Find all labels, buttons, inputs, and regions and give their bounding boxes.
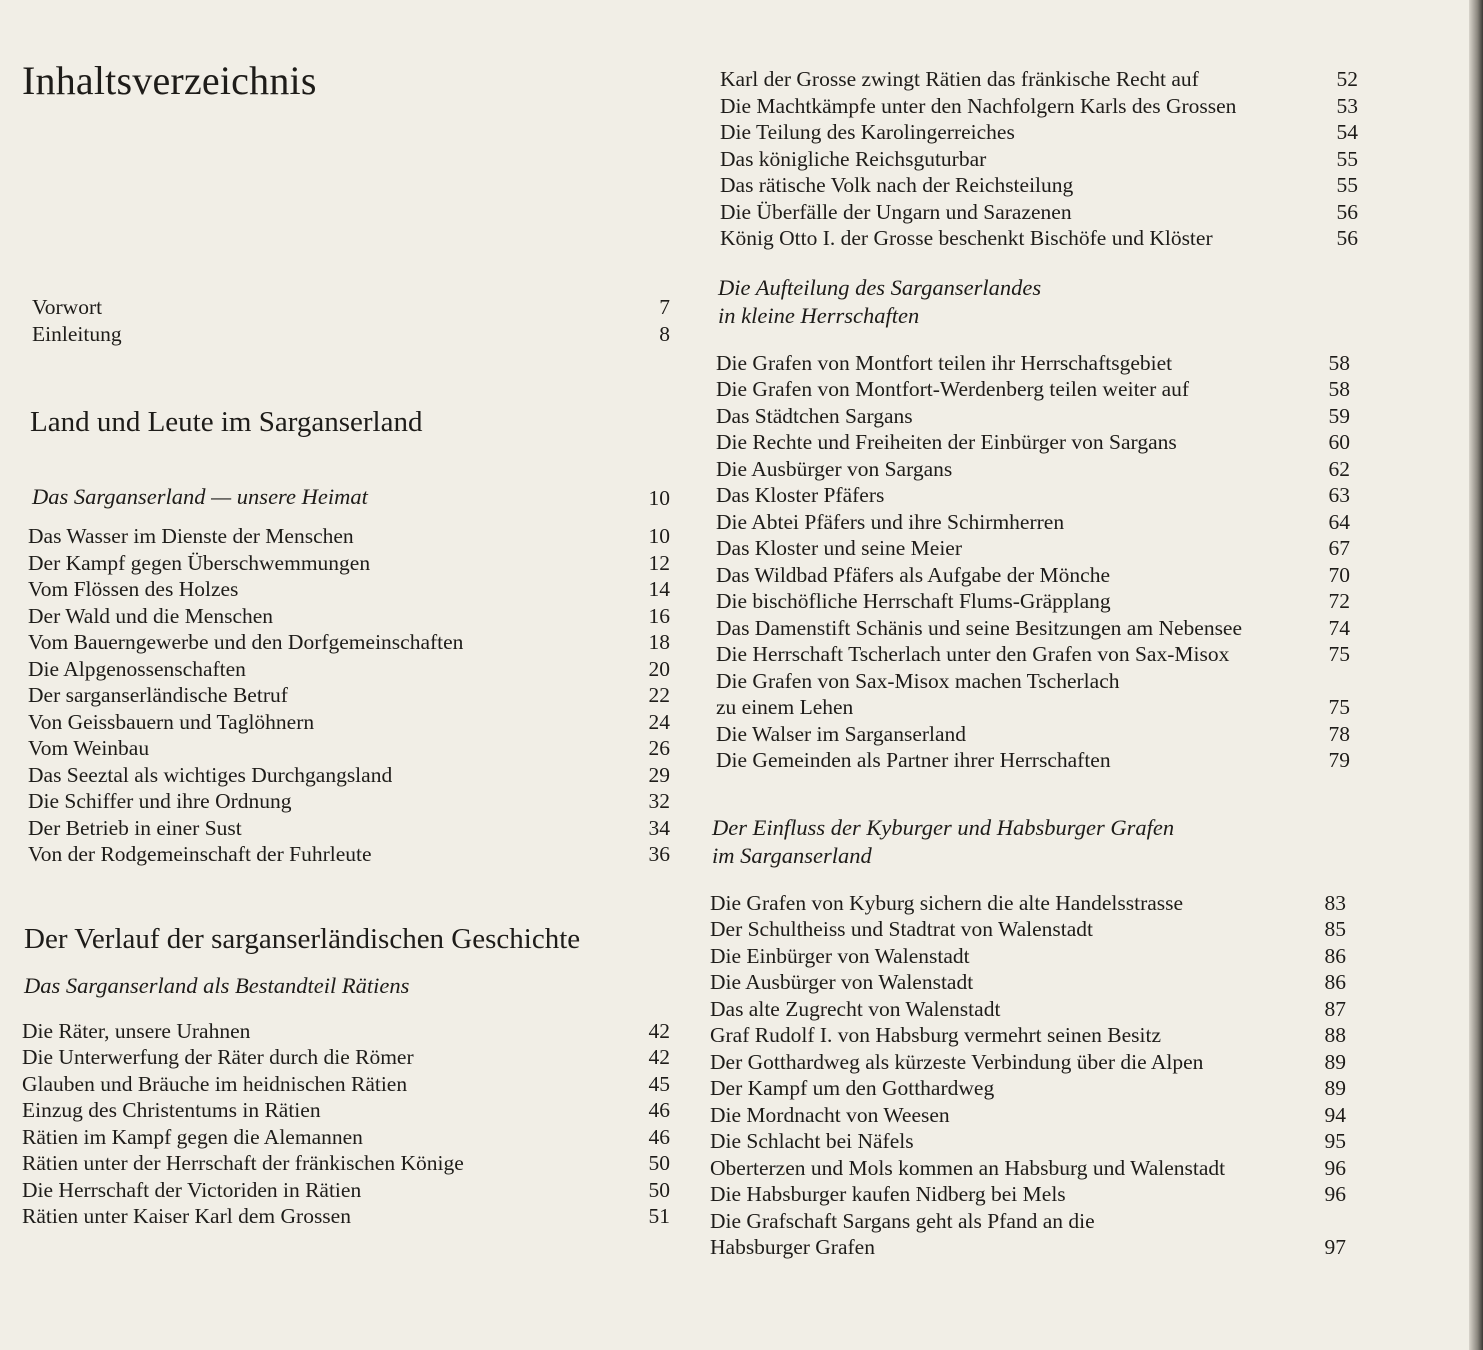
toc-entry <box>716 509 1350 536</box>
toc-entry <box>28 788 670 815</box>
toc-entry <box>710 916 1346 943</box>
toc-entry-page: 16 <box>648 603 670 628</box>
toc-entry <box>22 1150 670 1177</box>
toc-entry <box>28 603 670 630</box>
toc-entry <box>716 482 1350 509</box>
toc-entry-title: Die Habsburger kaufen Nidberg bei Mels <box>710 1182 1066 1206</box>
part2-entries <box>22 1018 670 1230</box>
toc-entry <box>716 350 1350 377</box>
toc-entry-title: Die Gemeinden als Partner ihrer Herrschaften <box>716 748 1111 772</box>
toc-entry-title: Das königliche Reichsguturbar <box>720 146 987 171</box>
toc-entry-title: Die Alpgenossenschaften <box>28 656 246 681</box>
toc-entry <box>28 682 670 709</box>
toc-entry <box>22 1203 670 1230</box>
toc-entry-title: Die Überfälle der Ungarn und Sarazenen <box>720 199 1072 224</box>
toc-entry-page: 58 <box>1328 377 1350 401</box>
toc-entry-title: Einzug des Christentums in Rätien <box>22 1098 321 1122</box>
toc-entry <box>22 1071 670 1098</box>
toc-entry <box>710 1181 1346 1208</box>
toc-entry-page: 14 <box>648 577 670 601</box>
toc-entry <box>28 629 670 656</box>
toc-entry-title: Das Seeztal als wichtiges Durchgangsland <box>28 762 393 787</box>
toc-entry-title: Die Walser im Sarganserland <box>716 721 967 746</box>
toc-entry-title: Oberterzen und Mols kommen an Habsburg und Walenstadt <box>710 1155 1226 1180</box>
toc-entry-title: Das Damenstift Schänis und seine Besitzungen am Nebensee <box>716 615 1243 640</box>
part1-entries <box>22 523 670 868</box>
toc-entry <box>710 1128 1346 1155</box>
toc-entry-title: Der sarganserländische Betruf <box>28 683 288 707</box>
toc-entry-page: 88 <box>1324 1023 1346 1047</box>
toc-entry <box>32 294 670 321</box>
toc-entry-page: 34 <box>648 815 670 840</box>
toc-entry-page: 29 <box>648 762 670 787</box>
toc-entry-page: 94 <box>1324 1102 1346 1127</box>
toc-entry <box>716 562 1350 589</box>
toc-entry-title: Die Grafen von Montfort-Werdenberg teilen weiter auf <box>716 377 1190 401</box>
toc-entry-page: 24 <box>648 709 670 734</box>
toc-entry-title: Die Schlacht bei Näfels <box>710 1129 914 1153</box>
toc-entry-title: Die Grafschaft Sargans geht als Pfand an die <box>710 1208 1095 1233</box>
part1-subtitle: Das Sarganserland — unsere Heimat <box>32 484 368 509</box>
toc-entry-title: Das Wildbad Pfäfers als Aufgabe der Mönche <box>716 562 1110 587</box>
toc-entry-title: Die Ausbürger von Walenstadt <box>710 970 974 994</box>
toc-entry <box>716 456 1350 483</box>
toc-entry <box>716 535 1350 562</box>
toc-entry <box>710 996 1346 1023</box>
toc-entry-page: 75 <box>1328 642 1350 666</box>
toc-entry <box>716 615 1350 642</box>
toc-entry <box>28 550 670 577</box>
toc-entry-page: 42 <box>648 1018 670 1043</box>
toc-entry-page: 50 <box>648 1151 670 1175</box>
section2-subtitle-line1: Die Aufteilung des Sarganserlandes <box>718 274 1042 300</box>
toc-entry-page: 10 <box>648 524 670 548</box>
toc-entry-title: Die Machtkämpfe unter den Nachfolgern Karls des Grossen <box>720 93 1237 118</box>
toc-entry <box>710 969 1346 996</box>
toc-entry-title: Die Herrschaft der Victoriden in Rätien <box>22 1177 362 1202</box>
toc-entry-title: Die Abtei Pfäfers und ihre Schirmherren <box>716 509 1065 534</box>
toc-entry-page: 53 <box>1336 93 1358 118</box>
toc-entry-page: 63 <box>1328 483 1350 507</box>
toc-entry <box>716 668 1350 695</box>
toc-entry-page: 12 <box>648 550 670 575</box>
toc-entry <box>32 321 670 348</box>
toc-entry-title: Vom Flössen des Holzes <box>28 577 239 601</box>
toc-entry-title: Vom Weinbau <box>28 736 150 760</box>
toc-entry-page: 83 <box>1324 890 1346 915</box>
part1-subtitle-page: 10 <box>648 486 670 510</box>
toc-entry-title: Die Ausbürger von Sargans <box>716 456 953 481</box>
toc-entry <box>710 1022 1346 1049</box>
toc-entry-title: Die Rechte und Freiheiten der Einbürger von Sargans <box>716 430 1177 454</box>
toc-entry-page: 55 <box>1336 146 1358 171</box>
toc-entry-title: Der Kampf um den Gotthardweg <box>710 1076 995 1100</box>
toc-entry <box>710 943 1346 970</box>
toc-entry <box>720 225 1358 252</box>
toc-entry-title: Der Gotthardweg als kürzeste Verbindung über die Alpen <box>710 1049 1204 1074</box>
toc-entry <box>720 146 1358 173</box>
toc-entry <box>720 119 1358 146</box>
right-entries-3 <box>706 890 1358 1261</box>
part2-title: Der Verlauf der sarganserländischen Geschichte <box>24 922 581 955</box>
toc-entry-title: Das Kloster Pfäfers <box>716 483 885 507</box>
toc-entry <box>28 656 670 683</box>
toc-entry-page: 62 <box>1328 456 1350 481</box>
section2-subtitle <box>706 274 1358 330</box>
toc-entry <box>720 172 1358 199</box>
toc-entry-page: 42 <box>648 1045 670 1069</box>
toc-entry <box>22 1044 670 1071</box>
right-entries-1 <box>706 66 1358 252</box>
toc-entry-title: Der Schultheiss und Stadtrat von Walenstadt <box>710 917 1094 941</box>
toc-entry-title: Vom Bauerngewerbe und den Dorfgemeinschaften <box>28 630 464 654</box>
toc-entry-title: Rätien unter der Herrschaft der fränkischen Könige <box>22 1151 464 1175</box>
toc-entry-title: Graf Rudolf I. von Habsburg vermehrt seinen Besitz <box>710 1023 1161 1047</box>
toc-entry-page: 97 <box>1324 1235 1346 1259</box>
toc-entry-page: 70 <box>1328 562 1350 587</box>
toc-entry-page: 96 <box>1324 1155 1346 1180</box>
section2-subtitle-line2: in kleine Herrschaften <box>718 302 920 328</box>
toc-entry-title: Das Wasser im Dienste der Menschen <box>28 524 354 548</box>
toc-entry-title: Von der Rodgemeinschaft der Fuhrleute <box>28 842 372 866</box>
toc-entry-title: Rätien unter Kaiser Karl dem Grossen <box>22 1204 351 1228</box>
toc-entry <box>28 762 670 789</box>
toc-entry-page: 58 <box>1328 350 1350 375</box>
front-matter-list <box>22 294 670 347</box>
right-entries-2 <box>706 350 1358 774</box>
toc-entry-page: 45 <box>648 1071 670 1096</box>
toc-entry-page: 20 <box>648 656 670 681</box>
toc-entry-page: 72 <box>1328 589 1350 613</box>
toc-entry <box>716 588 1350 615</box>
toc-entry-page: 89 <box>1324 1049 1346 1074</box>
toc-entry-page: 86 <box>1324 970 1346 994</box>
toc-entry-page: 55 <box>1336 173 1358 197</box>
toc-entry-title: Vorwort <box>32 295 103 319</box>
toc-entry-page: 56 <box>1336 226 1358 250</box>
toc-entry-title: Rätien im Kampf gegen die Alemannen <box>22 1124 363 1149</box>
section3-subtitle-line1: Der Einfluss der Kyburger und Habsburger Grafen <box>712 814 1175 840</box>
toc-entry-page: 50 <box>648 1177 670 1202</box>
section3-subtitle-line2: im Sarganserland <box>712 842 872 868</box>
toc-entry-title: Der Wald und die Menschen <box>28 603 274 628</box>
toc-entry-title: Das Kloster und seine Meier <box>716 536 962 560</box>
toc-entry-page: 36 <box>648 842 670 866</box>
toc-entry-title: Das alte Zugrecht von Walenstadt <box>710 996 1001 1021</box>
part2-subtitle-row <box>22 972 670 1000</box>
toc-entry <box>28 576 670 603</box>
toc-entry <box>716 429 1350 456</box>
toc-entry-page: 67 <box>1328 536 1350 560</box>
toc-entry-page: 56 <box>1336 199 1358 224</box>
toc-entry <box>720 66 1358 93</box>
toc-entry <box>710 890 1346 917</box>
toc-entry <box>28 709 670 736</box>
part2-subtitle: Das Sarganserland als Bestandteil Rätiens <box>24 972 410 998</box>
toc-entry <box>28 735 670 762</box>
toc-entry <box>716 747 1350 774</box>
toc-entry <box>710 1208 1346 1235</box>
toc-entry <box>22 1018 670 1045</box>
toc-entry-page: 96 <box>1324 1182 1346 1206</box>
page-edge <box>1469 0 1483 1350</box>
toc-entry-title: Die Teilung des Karolingerreiches <box>720 120 1015 144</box>
toc-entry-page: 79 <box>1328 748 1350 772</box>
toc-entry-page: 54 <box>1336 120 1358 144</box>
toc-entry-page: 8 <box>659 321 670 346</box>
toc-entry-page: 64 <box>1328 509 1350 534</box>
toc-entry <box>710 1102 1346 1129</box>
toc-entry-page: 26 <box>648 736 670 760</box>
toc-entry-page: 46 <box>648 1124 670 1149</box>
toc-entry <box>716 721 1350 748</box>
toc-entry <box>28 815 670 842</box>
toc-entry <box>716 641 1350 668</box>
toc-entry-page: 22 <box>648 683 670 707</box>
toc-entry-title: Die Grafen von Kyburg sichern die alte Handelsstrasse <box>710 890 1184 915</box>
toc-entry-page: 85 <box>1324 917 1346 941</box>
toc-entry-title: Die Herrschaft Tscherlach unter den Grafen von Sax-Misox <box>716 642 1230 666</box>
toc-entry-title: Glauben und Bräuche im heidnischen Rätien <box>22 1071 408 1096</box>
toc-entry-page: 60 <box>1328 430 1350 454</box>
toc-entry-page: 74 <box>1328 615 1350 640</box>
toc-entry-page: 52 <box>1336 67 1358 91</box>
toc-entry <box>28 523 670 550</box>
toc-entry-title: Das Städtchen Sargans <box>716 403 913 428</box>
toc-entry-page: 87 <box>1324 996 1346 1021</box>
toc-entry-page: 95 <box>1324 1129 1346 1153</box>
toc-entry-title: Die Grafen von Montfort teilen ihr Herrschaftsgebiet <box>716 350 1173 375</box>
toc-entry-title: Einleitung <box>32 321 122 346</box>
toc-entry-title: Die Mordnacht von Weesen <box>710 1102 950 1127</box>
page-title: Inhaltsverzeichnis <box>22 58 317 103</box>
toc-entry-page: 86 <box>1324 943 1346 968</box>
toc-entry-title: Habsburger Grafen <box>710 1235 875 1259</box>
toc-entry-page: 32 <box>648 789 670 813</box>
toc-entry-title: Karl der Grosse zwingt Rätien das fränkische Recht auf <box>720 67 1199 91</box>
toc-left-column <box>22 58 670 1230</box>
toc-entry <box>716 694 1350 721</box>
toc-entry <box>720 93 1358 120</box>
toc-entry-page: 75 <box>1328 695 1350 719</box>
toc-entry-title: Die Unterwerfung der Räter durch die Römer <box>22 1045 414 1069</box>
toc-entry <box>716 403 1350 430</box>
toc-entry-title: Der Betrieb in einer Sust <box>28 815 242 840</box>
toc-entry-title: Das rätische Volk nach der Reichsteilung <box>720 173 1074 197</box>
toc-entry-page: 59 <box>1328 403 1350 428</box>
section3-subtitle <box>706 814 1358 870</box>
toc-entry <box>720 199 1358 226</box>
toc-entry <box>710 1155 1346 1182</box>
toc-entry-page: 51 <box>648 1204 670 1228</box>
toc-entry-title: zu einem Lehen <box>716 695 854 719</box>
toc-entry-page: 89 <box>1324 1076 1346 1100</box>
toc-entry-title: Die Schiffer und ihre Ordnung <box>28 789 292 813</box>
toc-entry-title: Die bischöfliche Herrschaft Flums-Gräpplang <box>716 589 1111 613</box>
part1-title: Land und Leute im Sarganserland <box>30 406 423 438</box>
toc-entry-page: 18 <box>648 630 670 654</box>
toc-entry-title: König Otto I. der Grosse beschenkt Bischöfe und Klöster <box>720 226 1213 250</box>
toc-right-column <box>706 66 1358 1261</box>
toc-entry <box>22 1124 670 1151</box>
toc-entry-title: Die Räter, unsere Urahnen <box>22 1018 251 1043</box>
toc-entry <box>710 1234 1346 1261</box>
toc-entry <box>710 1075 1346 1102</box>
part1-subtitle-row <box>22 483 670 511</box>
toc-entry-page: 78 <box>1328 721 1350 746</box>
toc-entry-title: Die Einbürger von Walenstadt <box>710 943 970 968</box>
toc-entry-page: 46 <box>648 1098 670 1122</box>
toc-entry-page: 7 <box>659 295 670 319</box>
toc-entry <box>716 376 1350 403</box>
toc-entry-title: Von Geissbauern und Taglöhnern <box>28 709 315 734</box>
toc-entry-title: Der Kampf gegen Überschwemmungen <box>28 550 371 575</box>
toc-entry <box>28 841 670 868</box>
toc-entry <box>22 1177 670 1204</box>
toc-entry <box>22 1097 670 1124</box>
toc-entry <box>710 1049 1346 1076</box>
toc-entry-title: Die Grafen von Sax-Misox machen Tscherlach <box>716 668 1120 693</box>
